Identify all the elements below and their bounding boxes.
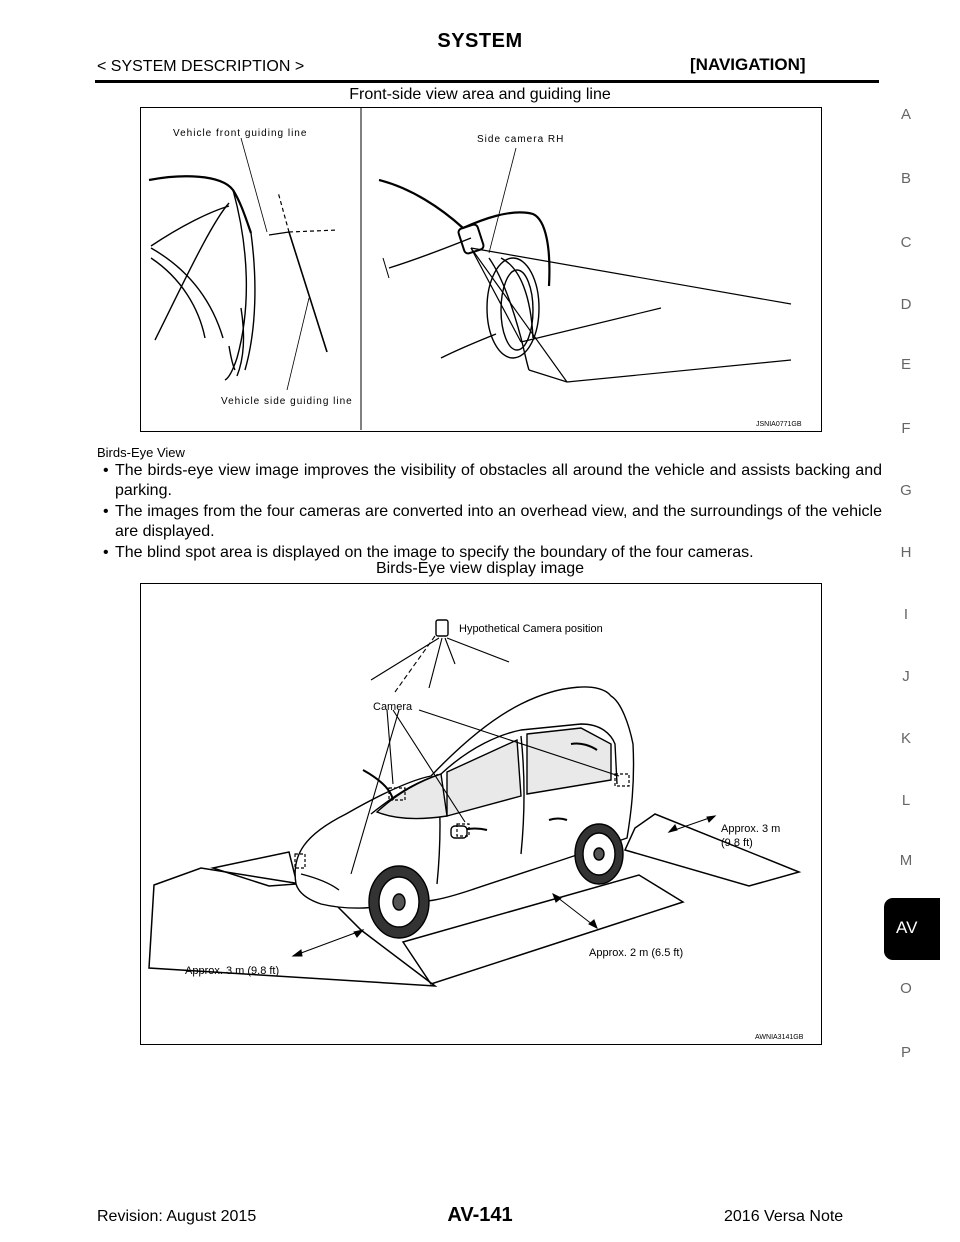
- bullet-list: [97, 461, 882, 564]
- list-item: • The blind spot area is displayed on the image to specify the boundary of the four cameras.: [103, 544, 754, 561]
- figure2-code: AWNIA3141GB: [755, 1034, 804, 1041]
- right-zone-label-1: Approx. 3 m: [721, 823, 781, 835]
- figure1-illustration: [141, 108, 821, 430]
- sidebar-letter: D: [900, 296, 912, 313]
- sidebar-letter: A: [900, 106, 911, 123]
- section-label: < SYSTEM DESCRIPTION >: [97, 58, 305, 75]
- sidebar-letter: P: [900, 1044, 911, 1061]
- camera-view-lines: [471, 148, 791, 382]
- right-zone-label-2: (9.8 ft): [721, 837, 753, 849]
- list-item: • The images from the four cameras are converted into an overhead view, and the surroundings of the vehicle are displayed.: [103, 503, 882, 540]
- sidebar-letter: C: [900, 234, 912, 251]
- bullet-icon: •: [103, 544, 109, 561]
- sidebar-letter: E: [900, 356, 911, 373]
- category-label: [NAVIGATION]: [690, 55, 806, 74]
- bullet-icon: •: [103, 503, 109, 520]
- front-guiding-line-label: Vehicle front guiding line: [173, 128, 308, 139]
- sidebar-letter: O: [900, 980, 912, 997]
- side-camera-label: Side camera RH: [477, 134, 565, 145]
- figure2-caption: Birds-Eye view display image: [375, 560, 585, 577]
- sidebar-letter: M: [899, 852, 913, 869]
- camera-label: Camera: [373, 701, 413, 713]
- section-tab-label: AV: [896, 918, 918, 937]
- front-fender-drawing: [149, 176, 255, 380]
- figure1-code: JSNIA0771GB: [756, 421, 802, 428]
- sidebar-letter: I: [903, 606, 909, 623]
- figure2-frame: [140, 583, 822, 1045]
- front-zone-label: Approx. 3 m (9.8 ft): [185, 965, 280, 977]
- hypothetical-camera-label: Hypothetical Camera position: [459, 623, 603, 635]
- sidebar-letter: J: [902, 668, 910, 685]
- sidebar-letter: L: [901, 792, 911, 809]
- model-label: 2016 Versa Note: [724, 1208, 844, 1225]
- header-divider: [95, 80, 879, 83]
- side-guiding-line-label: Vehicle side guiding line: [221, 396, 353, 407]
- revision-label: Revision: August 2015: [97, 1208, 257, 1225]
- figure1-frame: [140, 107, 822, 432]
- sidebar-letter: B: [900, 170, 911, 187]
- sidebar-letter: H: [900, 544, 912, 561]
- rear-zone-label: Approx. 2 m (6.5 ft): [589, 947, 684, 959]
- sidebar-letter: G: [900, 482, 912, 499]
- guiding-lines-left: [241, 138, 338, 390]
- section-subheading: Birds-Eye View: [97, 445, 185, 460]
- section-tab-av[interactable]: [884, 898, 940, 960]
- sidebar-letter: F: [901, 420, 911, 437]
- bullet-icon: •: [103, 462, 109, 479]
- figure1-caption: Front-side view area and guiding line: [349, 86, 611, 103]
- figure2-illustration: [141, 584, 821, 1043]
- sidebar-letter: K: [900, 730, 911, 747]
- page-number: AV-141: [447, 1204, 513, 1226]
- list-item: • The birds-eye view image improves the visibility of obstacles all around the vehicle and assists backing and parking.: [103, 462, 882, 499]
- page-title: SYSTEM: [437, 30, 523, 52]
